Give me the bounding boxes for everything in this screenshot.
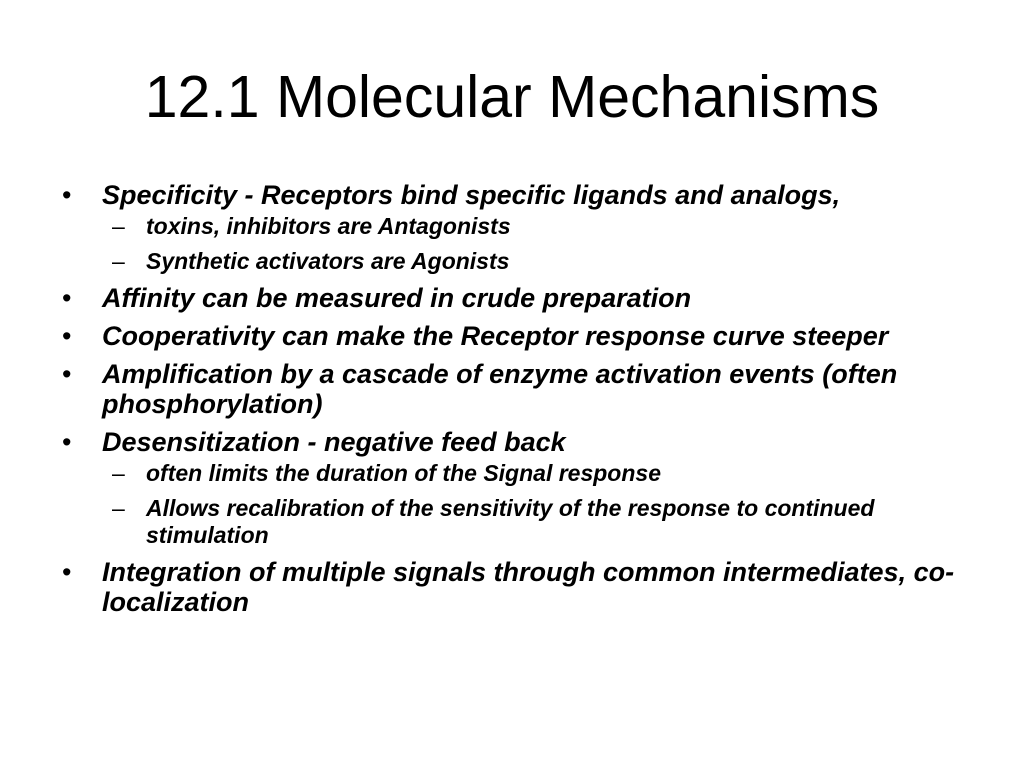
sub-bullet-text: toxins, inhibitors are Antagonists bbox=[146, 213, 511, 239]
sub-bullet-list bbox=[102, 460, 958, 549]
bullet-text: Affinity can be measured in crude preparation bbox=[102, 283, 692, 313]
bullet-marker: • bbox=[62, 557, 72, 587]
sub-bullet-item bbox=[102, 495, 958, 549]
sub-bullet-text: often limits the duration of the Signal response bbox=[146, 460, 661, 486]
bullet-item bbox=[58, 427, 958, 549]
bullet-item bbox=[58, 180, 958, 275]
bullet-text: Amplification by a cascade of enzyme activation events (often phosphorylation) bbox=[102, 359, 898, 419]
bullet-marker: • bbox=[62, 283, 72, 313]
slide-title: 12.1 Molecular Mechanisms bbox=[144, 64, 880, 130]
bullet-item bbox=[58, 359, 958, 419]
bullet-marker: • bbox=[62, 180, 72, 210]
sub-bullet-marker: – bbox=[112, 460, 125, 486]
bullet-text: Integration of multiple signals through common intermediates, co-localization bbox=[102, 557, 955, 617]
sub-bullet-list bbox=[102, 213, 958, 275]
bullet-marker: • bbox=[62, 427, 72, 457]
sub-bullet-item bbox=[102, 460, 958, 487]
bullet-item bbox=[58, 321, 958, 351]
sub-bullet-marker: – bbox=[112, 248, 125, 274]
bullet-text: Specificity - Receptors bind specific ligands and analogs, bbox=[102, 180, 841, 210]
sub-bullet-marker: – bbox=[112, 495, 125, 521]
bullet-item bbox=[58, 283, 958, 313]
sub-bullet-text: Synthetic activators are Agonists bbox=[146, 248, 510, 274]
bullet-marker: • bbox=[62, 321, 72, 351]
sub-bullet-marker: – bbox=[112, 213, 125, 239]
bullet-item bbox=[58, 557, 958, 617]
bullet-marker: • bbox=[62, 359, 72, 389]
sub-bullet-item bbox=[102, 248, 958, 275]
sub-bullet-item bbox=[102, 213, 958, 240]
bullet-text: Cooperativity can make the Receptor response curve steeper bbox=[102, 321, 889, 351]
bullet-text: Desensitization - negative feed back bbox=[102, 427, 566, 457]
sub-bullet-text: Allows recalibration of the sensitivity of the response to continued stimulation bbox=[146, 495, 875, 548]
bullet-list bbox=[58, 180, 958, 625]
